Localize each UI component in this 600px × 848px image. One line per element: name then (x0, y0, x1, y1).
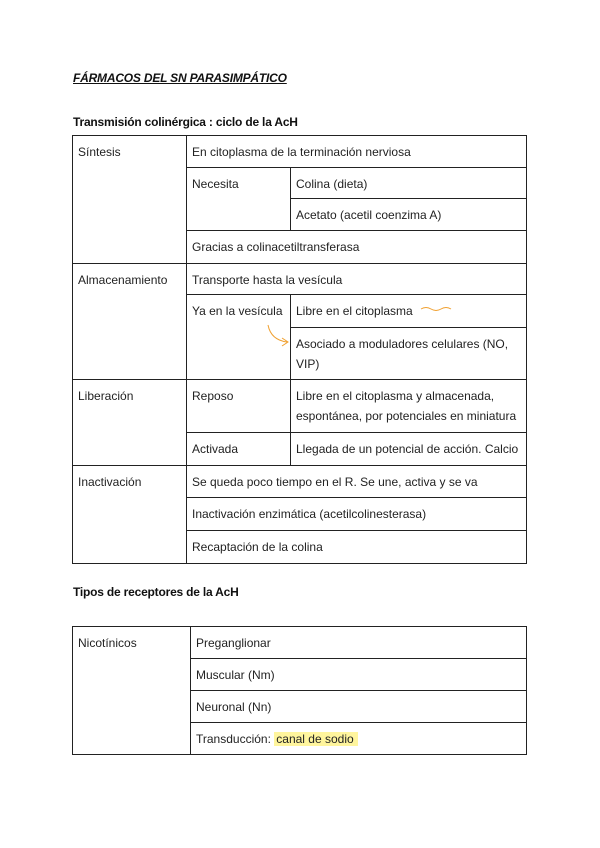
vesicula-asociado: Asociado a moduladores celulares (NO, VIP) (291, 328, 527, 380)
almacenamiento-transporte: Transporte hasta la vesícula (187, 264, 527, 295)
annotation-squiggle (421, 308, 451, 311)
necesita-label: Necesita (187, 168, 291, 231)
sintesis-lugar: En citoplasma de la terminación nerviosa (187, 136, 527, 168)
highlighted-text: canal de sodio (274, 732, 357, 746)
nicotinico-neuronal: Neuronal (Nn) (191, 691, 527, 723)
row-label-inactivacion: Inactivación (73, 466, 187, 564)
sintesis-enzima: Gracias a colinacetiltransferasa (187, 231, 527, 264)
necesita-acetato: Acetato (acetil coenzima A) (291, 199, 527, 231)
section-heading-receptores: Tipos de receptores de la AcH (73, 585, 239, 599)
nicotinico-muscular: Muscular (Nm) (191, 659, 527, 691)
vesicula-libre: Libre en el citoplasma (291, 295, 527, 328)
nicotinico-transduccion (191, 723, 527, 755)
inactivacion-item-1: Se queda poco tiempo en el R. Se une, activa y se va (187, 466, 527, 498)
vesicula-label: Ya en la vesícula (187, 295, 291, 380)
activada-desc: Llegada de un potencial de acción. Calcio (291, 433, 527, 466)
transduccion-label: Transducción: (196, 732, 271, 746)
inactivacion-item-3: Recaptación de la colina (187, 531, 527, 564)
nicotinico-preganglionar: Preganglionar (191, 627, 527, 659)
handwritten-annotation-icon (265, 302, 455, 352)
row-label-liberacion: Liberación (73, 380, 187, 466)
necesita-colina: Colina (dieta) (291, 168, 527, 199)
reposo-label: Reposo (187, 380, 291, 433)
reposo-desc: Libre en el citoplasma y almacenada, espontánea, por potenciales en miniatura (291, 380, 527, 433)
inactivacion-item-2: Inactivación enzimática (acetilcolinesterasa) (187, 498, 527, 531)
page-title: FÁRMACOS DEL SN PARASIMPÁTICO (73, 71, 287, 85)
receptores-table (72, 626, 527, 755)
row-label-sintesis: Síntesis (73, 136, 187, 264)
activada-label: Activada (187, 433, 291, 466)
row-label-nicotinicos: Nicotínicos (73, 627, 191, 755)
row-label-almacenamiento: Almacenamiento (73, 264, 187, 380)
section-heading-transmision: Transmisión colinérgica : ciclo de la AcH (73, 115, 298, 129)
